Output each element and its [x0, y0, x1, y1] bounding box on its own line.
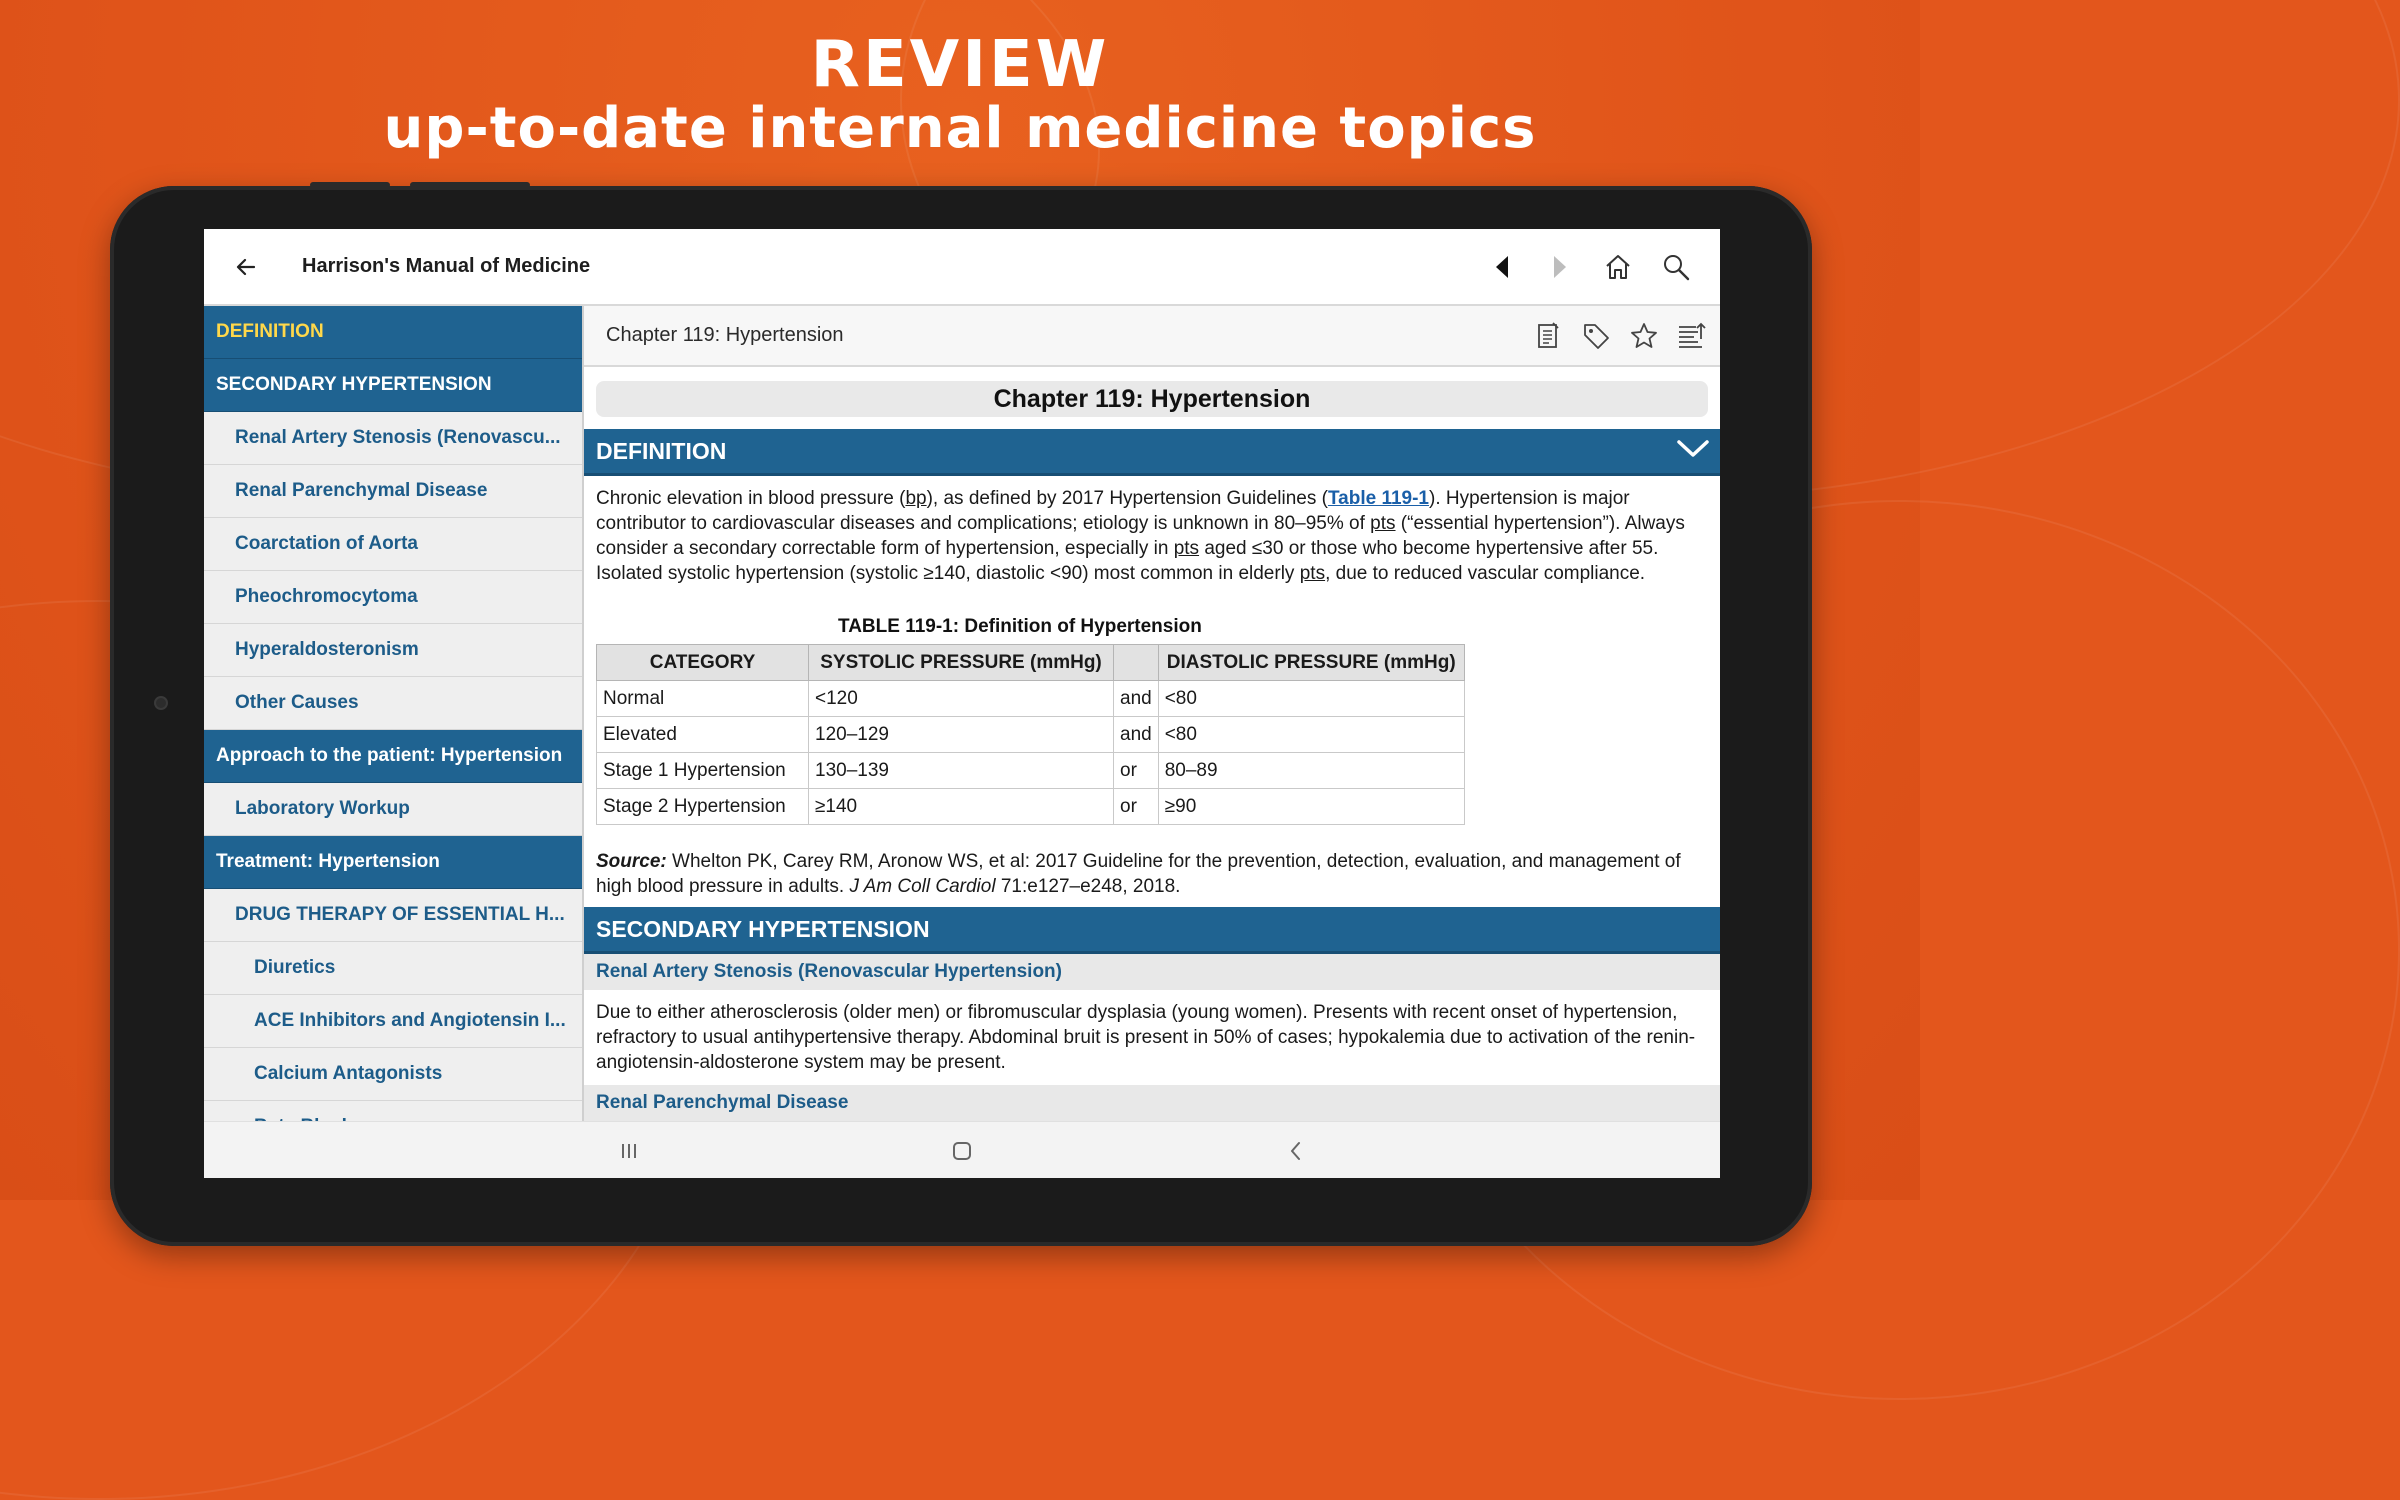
table-cell: Stage 1 Hypertension — [597, 753, 809, 789]
next-triangle-icon — [1550, 254, 1570, 280]
table-source: Source: Whelton PK, Carey RM, Aronow WS, et al: 2017 Guideline for the prevention, detection, evaluation, and management of high blood pressure in adults. J Am Coll Cardiol 71:e127–e248, 2018. — [596, 851, 1681, 897]
sidebar-item-label: Hyperaldosteronism — [235, 639, 419, 660]
table-cell: or — [1114, 753, 1159, 789]
sidebar-item-label: DRUG THERAPY OF ESSENTIAL H... — [235, 904, 565, 925]
search-button[interactable] — [1660, 251, 1692, 283]
table-header-cell: SYSTOLIC PRESSURE (mmHg) — [809, 645, 1114, 681]
table-cell: <120 — [809, 681, 1114, 717]
table-cell: <80 — [1158, 681, 1464, 717]
next-topic-button[interactable] — [1544, 251, 1576, 283]
sidebar-item-label: Renal Parenchymal Disease — [235, 480, 488, 501]
back-button[interactable] — [204, 228, 288, 305]
search-icon — [1661, 252, 1691, 282]
table-cell: Stage 2 Hypertension — [597, 789, 809, 825]
home-icon — [1603, 252, 1633, 282]
content-toolbar — [584, 306, 1720, 367]
abbr-pts[interactable]: pts — [1173, 538, 1200, 559]
section-heading: SECONDARY HYPERTENSION — [596, 915, 930, 942]
sidebar-item-label: Calcium Antagonists — [254, 1063, 443, 1084]
table-header-cell: DIASTOLIC PRESSURE (mmHg) — [1158, 645, 1464, 681]
subsection-renal-artery[interactable]: Renal Artery Stenosis (Renovascular Hypertension) — [584, 954, 1720, 990]
sidebar-item[interactable] — [204, 836, 582, 889]
back-nav-button[interactable] — [1281, 1136, 1311, 1166]
toc-button[interactable] — [1676, 320, 1708, 352]
notes-icon — [1534, 321, 1562, 351]
sidebar-toc[interactable] — [204, 306, 584, 1121]
table-cell: 120–129 — [809, 717, 1114, 753]
table-row — [597, 753, 1465, 789]
volume-button — [310, 182, 390, 188]
abbr-pts[interactable]: pts — [1299, 563, 1326, 584]
renal-artery-paragraph: Due to either atherosclerosis (older men) or fibromuscular dysplasia (young women). Presents with recent onset of hypertension, refractory to usual antihypertensive therapy. Abdominal bruit is present in 50% of cases; hypokalemia due to activation of the renin-angiotensin-aldosterone system may be present. — [596, 1002, 1696, 1073]
sidebar-item[interactable] — [204, 624, 582, 677]
front-camera — [154, 696, 168, 710]
chevron-down-icon — [1676, 437, 1710, 461]
chapter-title: Chapter 119: Hypertension — [596, 381, 1708, 417]
sidebar-item-label: ACE Inhibitors and Angiotensin I... — [254, 1010, 566, 1031]
bookmark-button[interactable] — [1628, 320, 1660, 352]
sidebar-item[interactable] — [204, 677, 582, 730]
sidebar-item-label: Renal Artery Stenosis (Renovascu... — [235, 427, 561, 448]
section-header-definition[interactable] — [584, 429, 1720, 476]
sidebar-item[interactable] — [204, 359, 582, 412]
sidebar-item[interactable] — [204, 306, 582, 359]
sidebar-item-label: Diuretics — [254, 957, 336, 978]
definition-paragraph: Chronic elevation in blood pressure (bp), as defined by 2017 Hypertension Guidelines (Table 119-1). Hypertension is major contributor to cardiovascular diseases and complications; etiology is unknown in 80–95% of pts (“essential hypertension”). Always consider a secondary correctable form of hypertension, especially in pts aged ≤30 or those who become hypertensive after 55. Isolated systolic hypertension (systolic ≥140, diastolic <90) most common in elderly pts, due to reduced vascular compliance. — [596, 488, 1685, 584]
sidebar-item[interactable] — [204, 412, 582, 465]
system-nav-bar — [204, 1121, 1720, 1178]
sidebar-item[interactable] — [204, 571, 582, 624]
sidebar-item-label: SECONDARY HYPERTENSION — [216, 374, 492, 395]
table-header-cell — [1114, 645, 1159, 681]
sidebar-item[interactable] — [204, 1048, 582, 1101]
sidebar-item[interactable] — [204, 889, 582, 942]
sidebar-item[interactable] — [204, 730, 582, 783]
sidebar-item-label: Pheochromocytoma — [235, 586, 418, 607]
sidebar-item-label: Coarctation of Aorta — [235, 533, 418, 554]
sidebar-item[interactable] — [204, 995, 582, 1048]
table-row — [597, 681, 1465, 717]
prev-topic-button[interactable] — [1486, 251, 1518, 283]
content-toolbar-title: Chapter 119: Hypertension — [606, 324, 844, 346]
home-nav-button[interactable] — [947, 1136, 977, 1166]
sidebar-item-label: Treatment: Hypertension — [216, 851, 440, 872]
journal-name: J Am Coll Cardiol — [849, 876, 996, 897]
table-cell: 80–89 — [1158, 753, 1464, 789]
back-arrow-icon — [234, 255, 258, 279]
recent-apps-button[interactable] — [614, 1136, 644, 1166]
home-button-icon — [951, 1140, 973, 1162]
sidebar-item-label: Approach to the patient: Hypertension — [216, 745, 563, 766]
prev-triangle-icon — [1492, 254, 1512, 280]
table-row — [597, 717, 1465, 753]
sidebar-item[interactable] — [204, 518, 582, 571]
abbr-bp[interactable]: bp — [905, 488, 927, 509]
table-caption: TABLE 119-1: Definition of Hypertension — [838, 616, 1202, 637]
toc-icon — [1676, 321, 1708, 351]
recent-apps-icon — [618, 1140, 640, 1162]
table-cell: and — [1114, 717, 1159, 753]
table-cell: Normal — [597, 681, 809, 717]
subsection-renal-parenchymal[interactable]: Renal Parenchymal Disease — [584, 1085, 1720, 1121]
sidebar-item[interactable] — [204, 942, 582, 995]
table-cell: and — [1114, 681, 1159, 717]
sidebar-item[interactable] — [204, 465, 582, 518]
content-pane[interactable] — [584, 306, 1720, 1121]
table-cell: ≥140 — [809, 789, 1114, 825]
table-header-row — [597, 645, 1465, 681]
table-cell: or — [1114, 789, 1159, 825]
table-cell: ≥90 — [1158, 789, 1464, 825]
sidebar-item-label: Laboratory Workup — [235, 798, 410, 819]
table-row — [597, 789, 1465, 825]
table-cell: Elevated — [597, 717, 809, 753]
app-bar — [204, 229, 1720, 306]
notes-button[interactable] — [1532, 320, 1564, 352]
section-heading: DEFINITION — [596, 437, 727, 464]
star-icon — [1629, 321, 1659, 351]
table-header-cell: CATEGORY — [597, 645, 809, 681]
app-screen — [204, 229, 1720, 1178]
table-cell: 130–139 — [809, 753, 1114, 789]
app-title: Harrison's Manual of Medicine — [302, 255, 591, 277]
back-nav-icon — [1285, 1140, 1307, 1162]
abbr-pts[interactable]: pts — [1370, 513, 1396, 534]
sidebar-item-label: Other Causes — [235, 692, 359, 713]
definition-table — [596, 644, 1465, 825]
section-header-secondary[interactable] — [584, 907, 1720, 954]
promo-subtitle: up-to-date internal medicine topics — [383, 96, 1537, 161]
table-link[interactable]: Table 119-1 — [1327, 488, 1429, 509]
sidebar-item[interactable] — [204, 783, 582, 836]
table-cell: <80 — [1158, 717, 1464, 753]
home-button[interactable] — [1602, 251, 1634, 283]
sidebar-item-label: DEFINITION — [216, 321, 324, 342]
power-button — [410, 182, 530, 188]
promo-title: REVIEW — [810, 28, 1110, 102]
tag-icon — [1581, 321, 1611, 351]
tag-button[interactable] — [1580, 320, 1612, 352]
source-label: Source: — [596, 851, 667, 872]
